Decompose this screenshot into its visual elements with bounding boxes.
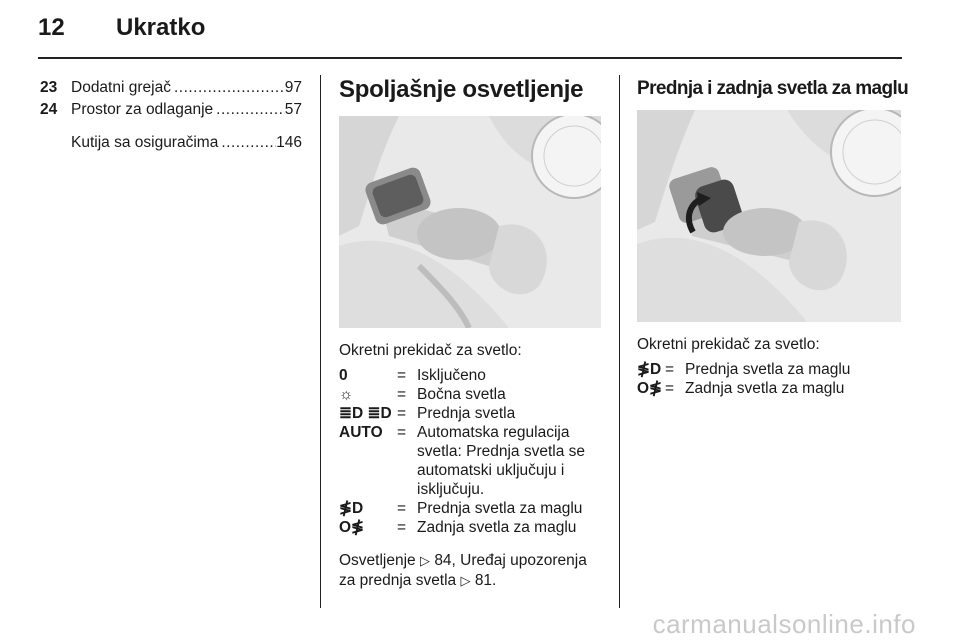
legend-row: ≸D = Prednja svetla za maglu [637, 361, 851, 378]
legend-row: ≣D ≣D = Prednja svetla [339, 405, 516, 422]
switch-caption: Okretni prekidač za svetlo: [637, 336, 820, 353]
front-fog-icon: ≸D [339, 500, 364, 517]
front-fog-icon: ≸D [637, 361, 662, 378]
light-switch-illustration [339, 116, 601, 328]
page-number: 12 [38, 14, 65, 41]
light-switch-photo [339, 116, 601, 328]
column-divider-1 [320, 75, 321, 608]
header-rule [38, 57, 902, 59]
fog-switch-photo [637, 110, 901, 322]
watermark: carmanualsonline.info [652, 609, 916, 639]
toc-page: 57 [284, 101, 302, 118]
switch-caption: Okretni prekidač za svetlo: [339, 342, 522, 359]
toc-label: Prostor za odlaganje [71, 101, 214, 118]
toc-page: 97 [284, 79, 302, 96]
section-heading: Spoljašnje osvetljenje [339, 76, 584, 103]
symbol-legend [637, 360, 903, 398]
toc-number: 24 [40, 101, 58, 118]
page-reference-icon: ▷ [420, 553, 430, 568]
toc-leader [171, 77, 285, 98]
section-heading: Prednja i zadnja svetla za maglu [637, 78, 909, 99]
toc-item [40, 99, 302, 120]
legend-row: AUTO = Automatska regulacija svetla: Prednja svetla se automatski uključuju i isključuju. [339, 424, 586, 498]
reference-link[interactable]: 84, Uređaj upozorenja za prednja svetla [339, 552, 587, 589]
side-light-icon: ☼ [339, 386, 354, 403]
legend-row: O≸ = Zadnja svetla za maglu [339, 519, 577, 536]
toc-label: Dodatni grejač [71, 79, 171, 96]
legend-row: O≸ = Zadnja svetla za maglu [637, 380, 845, 397]
toc-page: 146 [276, 134, 302, 151]
auto-symbol: AUTO [339, 424, 383, 441]
toc-item [40, 132, 302, 153]
legend-row: 0 = Isključeno [339, 367, 486, 384]
column-divider-2 [619, 75, 620, 608]
off-symbol: 0 [339, 367, 348, 384]
toc-number: 23 [40, 79, 58, 96]
toc-list [40, 77, 302, 154]
toc-leader [213, 99, 285, 120]
legend-row: ≸D = Prednja svetla za maglu [339, 500, 583, 517]
rear-fog-icon: O≸ [637, 380, 663, 397]
symbol-legend [339, 366, 603, 537]
cross-reference-note: Osvetljenje ▷ 84, Uređaj upozorenja za prednja svetla ▷ 81. [339, 552, 587, 589]
page-reference-icon: ▷ [460, 573, 471, 588]
fog-lights-section [637, 78, 909, 398]
toc-leader [218, 132, 276, 153]
exterior-lighting-section [339, 76, 603, 591]
toc-item [40, 77, 302, 98]
page-title: Ukratko [116, 14, 206, 41]
rear-fog-icon: O≸ [339, 519, 365, 536]
legend-row: ☼ = Bočna svetla [339, 386, 506, 403]
fog-switch-illustration [637, 110, 901, 322]
headlight-icon: ≣D ≣D [339, 405, 392, 422]
page-header [38, 14, 205, 42]
toc-label: Kutija sa osiguračima [71, 134, 219, 151]
reference-link[interactable]: 81. [474, 572, 497, 589]
